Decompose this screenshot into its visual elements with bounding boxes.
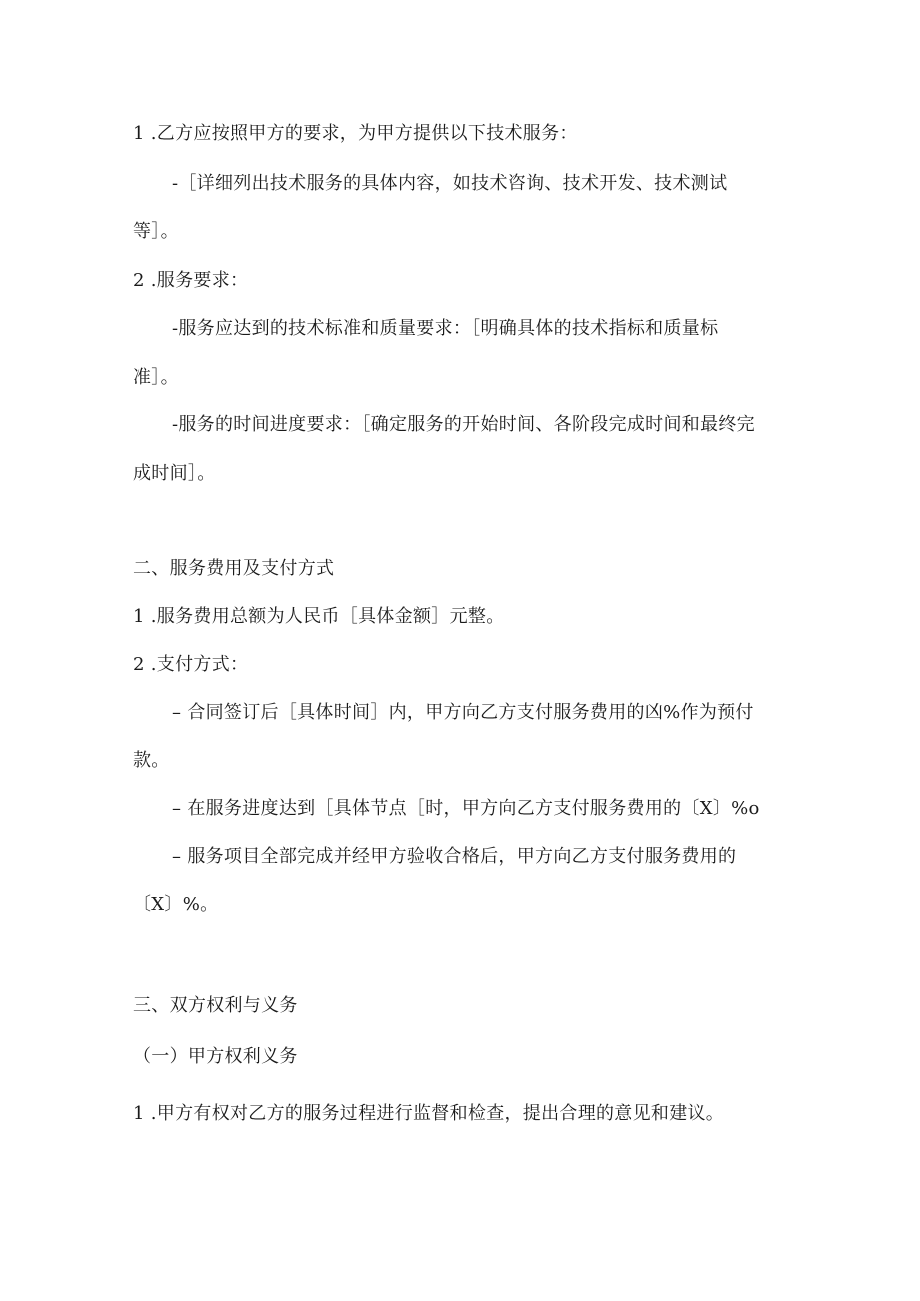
section2-item2: 2 .支付方式： — [133, 654, 249, 675]
section1-item1: 1 .乙方应按照甲方的要求，为甲方提供以下技术服务： — [133, 123, 578, 144]
section1-item2-standard-cont: 准］。 — [133, 367, 179, 388]
section1-item2-timeline: -服务的时间进度要求：［确定服务的开始时间、各阶段完成时间和最终完 — [172, 414, 755, 435]
payment-term-2: – 在服务进度达到［具体节点［时，甲方向乙方支付服务费用的〔X〕%o — [172, 798, 760, 819]
payment-term-3-cont: 〔X〕%。 — [133, 894, 219, 915]
payment-term-1: – 合同签订后［具体时间］内，甲方向乙方支付服务费用的凶%作为预付 — [172, 702, 754, 723]
section3-heading: 三、双方权利与义务 — [133, 995, 298, 1016]
section1-item1-detail: -［详细列出技术服务的具体内容，如技术咨询、技术开发、技术测试 — [172, 173, 728, 194]
section1-item2-timeline-cont: 成时间］。 — [133, 463, 216, 484]
section1-item2-standard: -服务应达到的技术标准和质量要求：［明确具体的技术指标和质量标 — [172, 318, 719, 339]
section1-item1-detail-cont: 等］。 — [133, 221, 179, 242]
payment-term-3: – 服务项目全部完成并经甲方验收合格后，甲方向乙方支付服务费用的 — [172, 846, 737, 867]
section1-item2: 2 .服务要求： — [133, 270, 249, 291]
section2-heading: 二、服务费用及支付方式 — [133, 558, 335, 579]
section3-sub-heading: （一）甲方权利义务 — [133, 1046, 298, 1067]
payment-term-1-cont: 款。 — [133, 750, 170, 771]
section2-item1: 1 .服务费用总额为人民币［具体金额］元整。 — [133, 606, 505, 627]
section3-item1: 1 .甲方有权对乙方的服务过程进行监督和检查，提出合理的意见和建议。 — [133, 1103, 725, 1124]
